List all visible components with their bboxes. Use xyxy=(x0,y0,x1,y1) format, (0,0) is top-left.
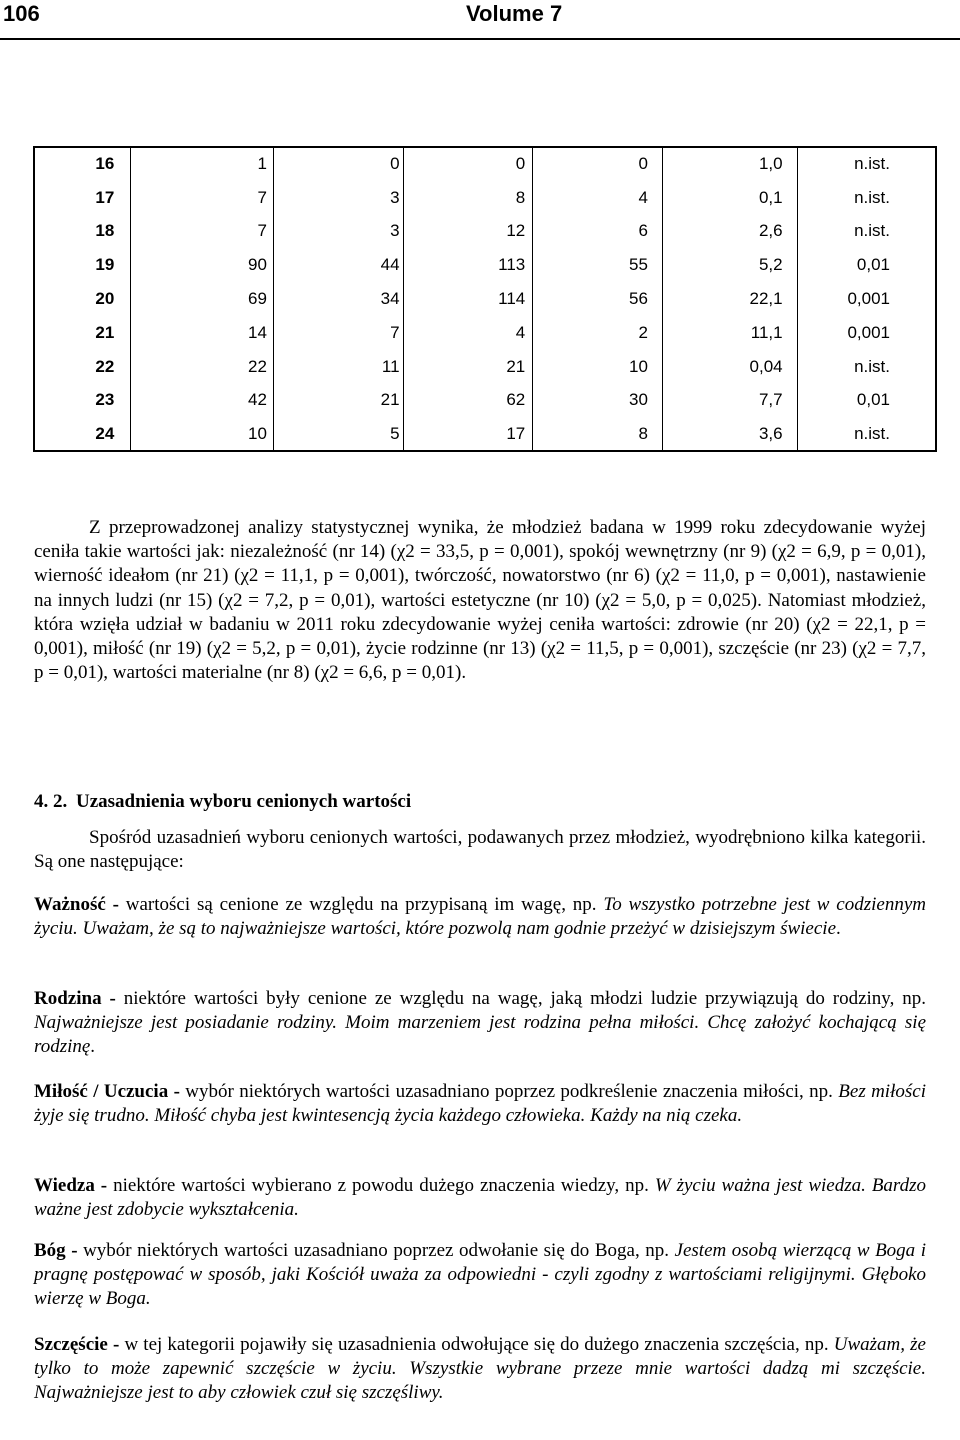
table-cell: 7 xyxy=(131,181,274,215)
table-cell: 7 xyxy=(273,316,403,350)
volume-label: Volume 7 xyxy=(466,1,563,26)
table-cell: 30 xyxy=(533,384,663,418)
table-cell: 6 xyxy=(533,215,663,249)
table-row xyxy=(34,350,936,384)
table-cell: 5 xyxy=(273,417,403,451)
table-cell: 11 xyxy=(273,350,403,384)
table-row-number: 19 xyxy=(34,248,131,282)
table-cell: 114 xyxy=(403,282,533,316)
table-cell: 21 xyxy=(403,350,533,384)
table-cell: 0,01 xyxy=(797,384,936,418)
table-cell: 90 xyxy=(131,248,274,282)
table-cell: 10 xyxy=(131,417,274,451)
table-cell: 17 xyxy=(403,417,533,451)
table-cell: 2 xyxy=(533,316,663,350)
table-row xyxy=(34,384,936,418)
analysis-paragraph: Z przeprowadzonej analizy statystycznej wynika, że młodzież badana w 1999 roku zdecydowanie wyżej ceniła takie wartości jak: niezależność (nr 14) (χ2 = 33,5, p = 0,001), spokój wewnętrzny (nr 9) (χ2 = 6,9, p = 0,01), wierność ideałom (nr 21) (χ2 = 11,1, p = 0,001), twórczość, nowatorstwo (nr 6) (χ2 = 11,0, p = 0,001), nastawienie na innych ludzi (nr 15) (χ2 = 7,2, p = 0,01), wartości estetyczne (nr 10) (χ2 = 5,0, p = 0,025). Natomiast młodzież, która wzięła udział w badaniu w 2011 roku zdecydowanie wyżej ceniła wartości: zdrowie (nr 20) (χ2 = 22,1, p = 0,001), miłość (nr 19) (χ2 = 5,2, p = 0,01), życie rodzinne (nr 13) (χ2 = 11,5, p = 0,001), szczęście (nr 23) (χ2 = 7,7, p = 0,01), wartości materialne (nr 8) (χ2 = 6,6, p = 0,01). xyxy=(34,517,926,684)
table-cell: 62 xyxy=(403,384,533,418)
table-cell: 22,1 xyxy=(662,282,797,316)
table-row-number: 21 xyxy=(34,316,131,350)
table-cell: n.ist. xyxy=(797,215,936,249)
section-heading xyxy=(34,790,926,814)
table-cell: 10 xyxy=(533,350,663,384)
category-family: Rodzina - niektóre wartości były cenione ze względu na wagę, jaką młodzi ludzie przywiązują do rodziny, np. Najważniejsze jest posiadanie rodziny. Moim marzeniem jest rodzina pełna miłości. Chcę założyć kochającą się rodzinę. xyxy=(34,988,926,1058)
table-row xyxy=(34,282,936,316)
table-cell: 4 xyxy=(403,316,533,350)
category-love: Miłość / Uczucia - wybór niektórych wartości uzasadniano poprzez podkreślenie znaczenia miłości, np. Bez miłości żyje się trudno. Miłość chyba jest kwintesencją życia każdego człowieka. Każdy na nią czeka. xyxy=(34,1081,926,1127)
category-importance: Ważność - wartości są cenione ze względu na przypisaną im wagę, np. To wszystko potrzebne jest w codziennym życiu. Uważam, że są to najważniejsze wartości, które pozwolą nam godnie przeżyć w dzisiejszym świecie. xyxy=(34,894,926,940)
table-cell: 0,1 xyxy=(662,181,797,215)
table-row xyxy=(34,248,936,282)
table-cell: 8 xyxy=(533,417,663,451)
table-cell: 3,6 xyxy=(662,417,797,451)
table-cell: n.ist. xyxy=(797,147,936,181)
table-cell: 22 xyxy=(131,350,274,384)
table-cell: 8 xyxy=(403,181,533,215)
table-cell: 3 xyxy=(273,215,403,249)
table-row-number: 17 xyxy=(34,181,131,215)
table-row-number: 16 xyxy=(34,147,131,181)
table-cell: 1,0 xyxy=(662,147,797,181)
table-cell: n.ist. xyxy=(797,417,936,451)
table-cell: 0 xyxy=(403,147,533,181)
table-row-number: 22 xyxy=(34,350,131,384)
table-cell: 34 xyxy=(273,282,403,316)
category-god: Bóg - wybór niektórych wartości uzasadniano poprzez odwołanie się do Boga, np. Jestem osobą wierzącą w Boga i pragnę postępować w sposób, jaki Kościół uważa za odpowiedni - czyli zgodny z wartościami religijnymi. Głęboko wierzę w Boga. xyxy=(34,1240,926,1310)
table-cell: 0,001 xyxy=(797,316,936,350)
table-cell: 12 xyxy=(403,215,533,249)
table-cell: 0,01 xyxy=(797,248,936,282)
table-row xyxy=(34,417,936,451)
table-cell: 69 xyxy=(131,282,274,316)
category-happiness: Szczęście - w tej kategorii pojawiły się uzasadnienia odwołujące się do dużego znaczenia szczęścia, np. Uważam, że tylko to może zapewnić szczęście w życiu. Wszystkie wybrane przeze mnie wartości dadzą mi szczęście. Najważniejsze jest to aby człowiek czuł się szczęśliwy. xyxy=(34,1334,926,1404)
table-cell: 7,7 xyxy=(662,384,797,418)
intro-paragraph: Spośród uzasadnień wyboru cenionych wartości, podawanych przez młodzież, wyodrębniono kilka kategorii. Są one następujące: xyxy=(34,827,926,873)
table-cell: 55 xyxy=(533,248,663,282)
table-cell: 5,2 xyxy=(662,248,797,282)
section-number: 4. 2. xyxy=(34,791,68,812)
section-title: Uzasadnienia wyboru cenionych wartości xyxy=(76,791,412,812)
table-cell: 21 xyxy=(273,384,403,418)
table-cell: 0,001 xyxy=(797,282,936,316)
table-cell: 14 xyxy=(131,316,274,350)
results-table xyxy=(33,146,937,452)
table-cell: 0 xyxy=(533,147,663,181)
table-row xyxy=(34,316,936,350)
table-cell: 56 xyxy=(533,282,663,316)
table-row-number: 24 xyxy=(34,417,131,451)
table-cell: 11,1 xyxy=(662,316,797,350)
table-cell: 113 xyxy=(403,248,533,282)
table-cell: 4 xyxy=(533,181,663,215)
table-cell: 0,04 xyxy=(662,350,797,384)
table-cell: 42 xyxy=(131,384,274,418)
table-cell: 1 xyxy=(131,147,274,181)
table-cell: 2,6 xyxy=(662,215,797,249)
table-row xyxy=(34,215,936,249)
table-row xyxy=(34,147,936,181)
table-row-number: 18 xyxy=(34,215,131,249)
table-cell: n.ist. xyxy=(797,181,936,215)
table-cell: 44 xyxy=(273,248,403,282)
table-row-number: 23 xyxy=(34,384,131,418)
table-cell: n.ist. xyxy=(797,350,936,384)
page-header xyxy=(0,0,960,40)
table-cell: 3 xyxy=(273,181,403,215)
page-number: 106 xyxy=(3,1,40,26)
category-knowledge: Wiedza - niektóre wartości wybierano z powodu dużego znaczenia wiedzy, np. W życiu ważna jest wiedza. Bardzo ważne jest zdobycie wykształcenia. xyxy=(34,1175,927,1221)
table-cell: 0 xyxy=(273,147,403,181)
table-row xyxy=(34,181,936,215)
table-row-number: 20 xyxy=(34,282,131,316)
table-cell: 7 xyxy=(131,215,274,249)
